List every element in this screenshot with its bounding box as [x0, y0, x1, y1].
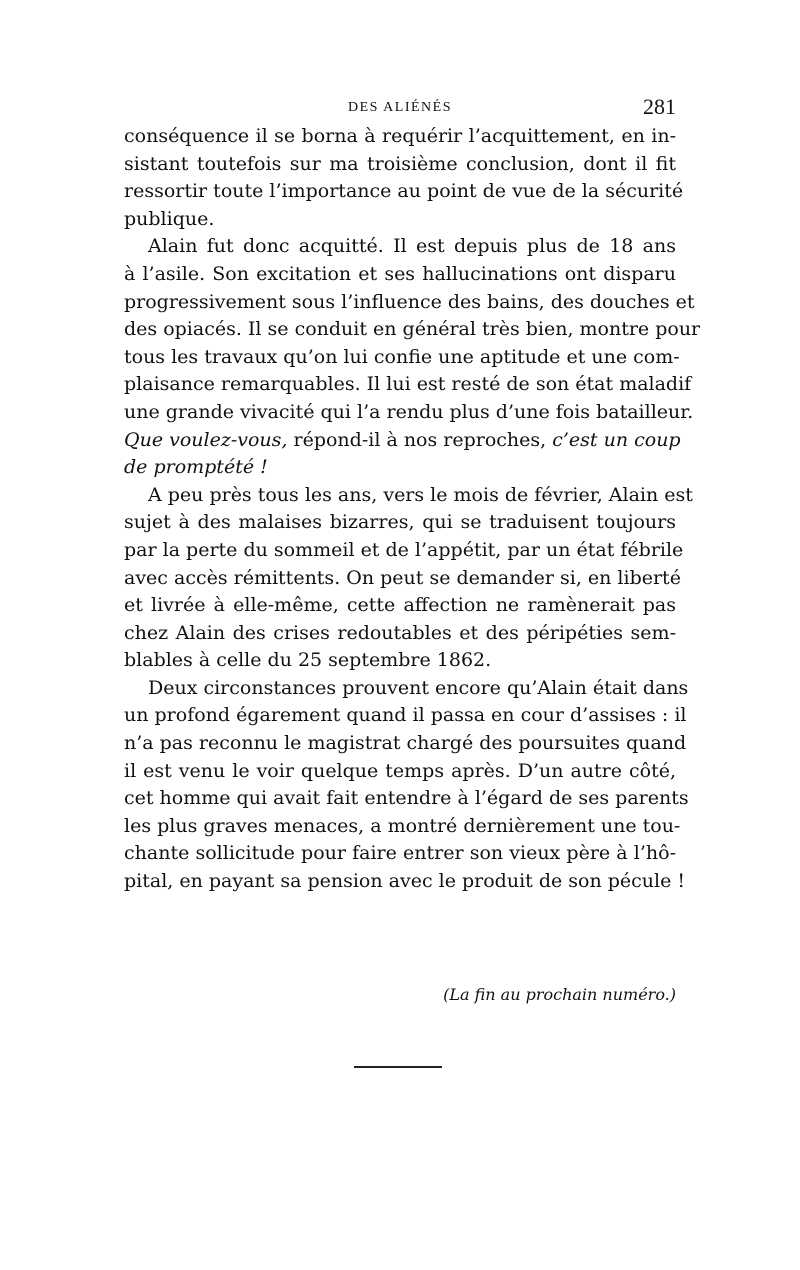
text-line: [124, 427, 681, 455]
text-line: sujet à des malaises bizarres, qui se traduisent toujours: [124, 511, 676, 534]
text-line: Alain fut donc acquitté. Il est depuis plus de 18 ans: [148, 235, 676, 258]
text-line: publique.: [124, 207, 215, 230]
italic-quote: c’est un coup: [552, 428, 681, 451]
text-line: conséquence il se borna à requérir l’acquittement, en in-: [124, 125, 676, 147]
text-line: il est venu le voir quelque temps après. D’un autre côté,: [124, 759, 676, 782]
text-line: blables à celle du 25 septembre 1862.: [124, 649, 492, 672]
paragraph-2: [124, 233, 701, 481]
text-line: chez Alain des crises redoutables et des péripéties sem-: [124, 621, 676, 644]
italic-quote: de promptété !: [124, 456, 268, 479]
text-line: avec accès rémittents. On peut se demander si, en liberté: [124, 566, 681, 589]
running-title: DES ALIÉNÉS: [348, 100, 452, 115]
text-line: n’a pas reconnu le magistrat chargé des poursuites quand: [124, 732, 687, 755]
text-line: ressortir toute l’importance au point de vue de la sécurité: [124, 180, 684, 203]
text-line: plaisance remarquables. Il lui est resté de son état maladif: [124, 373, 692, 396]
text-line: A peu près tous les ans, vers le mois de février, Alain est: [148, 483, 693, 506]
section-rule: [354, 1066, 442, 1068]
text-line: un profond égarement quand il passa en cour d’assises : il: [124, 704, 687, 727]
page-number: 281: [643, 94, 676, 119]
text-line: chante sollicitude pour faire entrer son vieux père à l’hô-: [124, 842, 676, 865]
paragraph-1: [124, 123, 684, 233]
text-line: [124, 454, 676, 482]
text-line: Deux circonstances prouvent encore qu’Alain était dans: [148, 676, 689, 699]
text-line: pital, en payant sa pension avec le produit de son pécule !: [124, 870, 686, 893]
text-fragment: répond-il à nos reproches,: [287, 428, 553, 451]
text-line: les plus graves menaces, a montré dernièrement une tou-: [124, 814, 681, 837]
paragraph-3: [124, 482, 693, 675]
text-line: à l’asile. Son excitation et ses hallucinations ont disparu: [124, 262, 676, 285]
text-line: sistant toutefois sur ma troisième conclusion, dont il fit: [124, 152, 676, 175]
text-line: progressivement sous l’influence des bains, des douches et: [124, 290, 695, 313]
text-line: une grande vivacité qui l’a rendu plus d’une fois batailleur.: [124, 400, 694, 423]
text-line: et livrée à elle-même, cette affection ne ramènerait pas: [124, 594, 676, 617]
paragraph-4: [124, 675, 689, 896]
text-line: par la perte du sommeil et de l’appétit, par un état fébrile: [124, 538, 684, 561]
body-text: [124, 123, 701, 896]
page-header: [124, 96, 676, 124]
text-line: tous les travaux qu’on lui confie une aptitude et une com-: [124, 345, 680, 368]
text-line: des opiacés. Il se conduit en général très bien, montre pour: [124, 318, 701, 341]
continuation-note: (La fin au prochain numéro.): [443, 985, 676, 1004]
text-line: cet homme qui avait fait entendre à l’égard de ses parents: [124, 787, 689, 810]
italic-quote: Que voulez-vous,: [124, 428, 288, 451]
